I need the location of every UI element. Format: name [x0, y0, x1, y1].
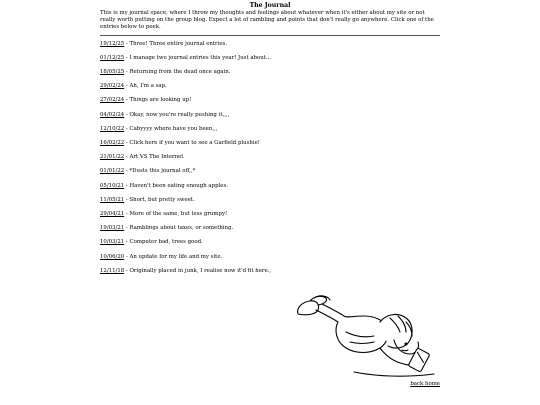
entry-title: - An update for my life and my site.: [124, 253, 223, 260]
entry-title: - Click here if you want to see a Garfield plushie!: [124, 140, 260, 147]
entry-date-link[interactable]: 27/02/24: [100, 97, 125, 104]
entry-title: - Cabyyyy where have you been,,,: [124, 125, 218, 132]
entry-title: - Returning from the dead once again.: [124, 69, 231, 76]
entry-title: - Okay, now you're really pushing it,,,,: [124, 111, 230, 118]
entry-title: - *Dusts this journal off,,*: [124, 168, 196, 175]
entry-title: - Haven't been eating enough apples.: [124, 182, 228, 189]
entry-date-link[interactable]: 04/02/24: [100, 111, 125, 118]
list-item: [100, 126, 440, 140]
entry-title: - Things are looking up!: [124, 97, 192, 104]
list-item: [100, 55, 440, 69]
list-item: [100, 97, 440, 111]
entry-date-link[interactable]: 16/02/22: [100, 140, 125, 147]
entry-date-link[interactable]: 10/03/21: [100, 239, 125, 246]
intro-text: This is my journal space, where I throw my thoughts and feelings about whatever when it's either about my site or not really worth putting on the group blog. Expect a lot of rambling and points that don't really go anywhere. Click one of the entries below to peek.: [100, 10, 434, 30]
entry-date-link[interactable]: 12/10/22: [100, 125, 125, 132]
list-item: [100, 140, 440, 154]
entry-date-link[interactable]: 18/05/25: [100, 69, 125, 76]
list-item: [100, 154, 440, 168]
entry-title: - I manage two journal entries this year! Just about...: [124, 54, 272, 61]
entry-title: - Three! Three entire journal entries.: [124, 40, 228, 47]
entry-title: - More of the same, but less grumpy!: [124, 210, 228, 217]
entry-date-link[interactable]: 10/06/20: [100, 253, 125, 260]
entry-date-link[interactable]: 12/11/18: [100, 267, 125, 274]
list-item: [100, 83, 440, 97]
entry-title: - Originally placed in junk, I realise now it'd fit here.,: [124, 267, 272, 274]
list-item: [100, 225, 440, 239]
list-item: [100, 69, 440, 83]
list-item: [100, 168, 440, 182]
list-item: [100, 197, 440, 211]
entry-date-link[interactable]: 11/05/21: [100, 196, 125, 203]
list-item: [100, 183, 440, 197]
entry-title: - Ramblings about taxes, or something.: [124, 225, 234, 232]
list-item: [100, 41, 440, 55]
entry-title: - Short, but pretty sweet.: [124, 196, 195, 203]
list-item: [100, 239, 440, 253]
entry-title: - Computer bad, trees good.: [124, 239, 203, 246]
back-home-link[interactable]: back home: [410, 381, 440, 387]
entry-date-link[interactable]: 29/04/21: [100, 210, 125, 217]
entry-date-link[interactable]: 05/10/21: [100, 182, 125, 189]
journal-container: [100, 2, 440, 282]
entry-date-link[interactable]: 01/01/22: [100, 168, 125, 175]
entry-date-link[interactable]: 19/03/21: [100, 225, 125, 232]
entry-title: - Ah, I'm a sap.: [124, 83, 167, 90]
entry-date-link[interactable]: 19/12/25: [100, 40, 125, 47]
entry-title: - Art VS The Internet: [124, 154, 184, 161]
divider: [100, 35, 440, 36]
list-item: [100, 112, 440, 126]
entry-date-link[interactable]: 21/01/22: [100, 154, 125, 161]
entry-date-link[interactable]: 29/02/24: [100, 83, 125, 90]
list-item: [100, 211, 440, 225]
list-item: [100, 268, 440, 282]
list-item: [100, 254, 440, 268]
entry-date-link[interactable]: 01/12/25: [100, 54, 125, 61]
entry-list: [100, 41, 440, 282]
lying-character-drawing: [294, 292, 440, 382]
page-title: The Journal: [249, 2, 291, 9]
